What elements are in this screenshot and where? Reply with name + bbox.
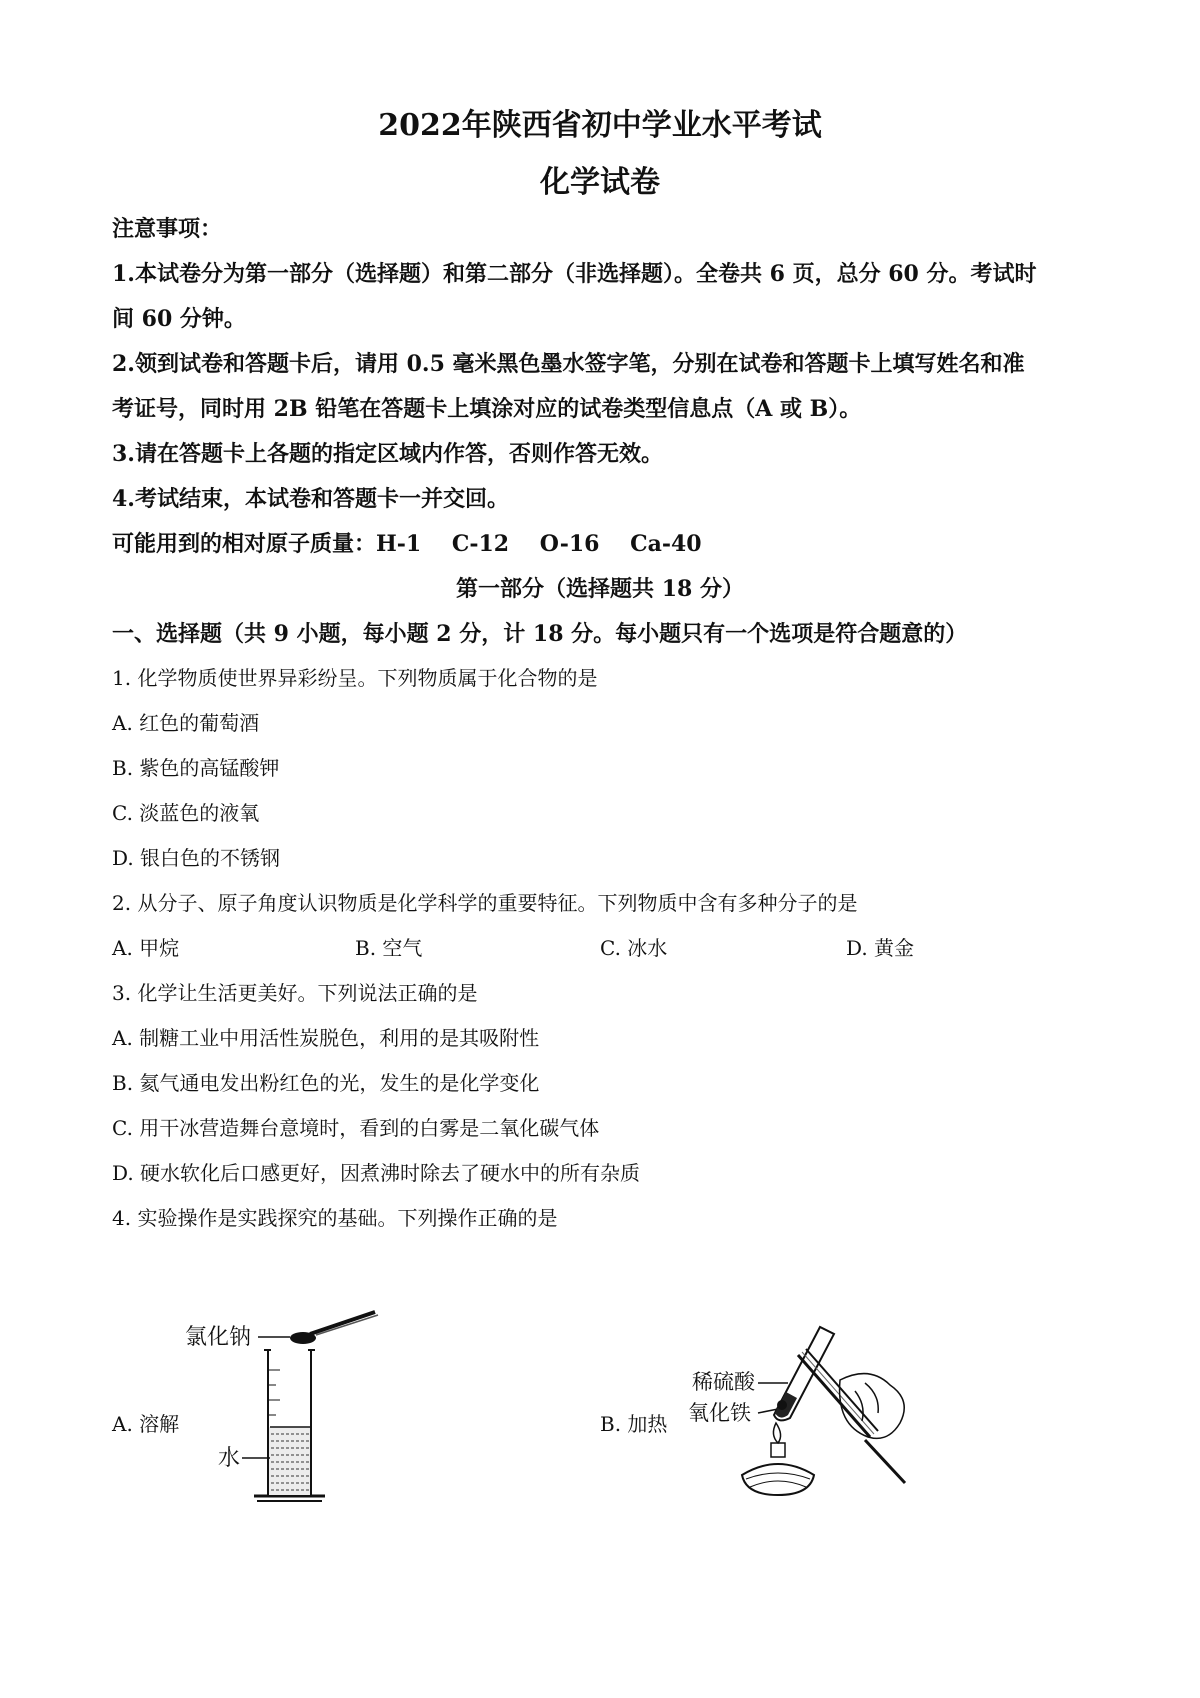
note-4: 4.考试结束，本试卷和答题卡一并交回。 — [112, 486, 509, 512]
q1-option-c: C. 淡蓝色的液氧 — [112, 801, 260, 825]
q2-option-c: C. 冰水 — [600, 936, 668, 960]
part1-heading: 第一部分（选择题共 18 分） — [456, 576, 744, 602]
fig-b-label-sulfuric-acid: 稀硫酸 — [692, 1370, 755, 1394]
q1-option-d: D. 银白色的不锈钢 — [112, 846, 281, 870]
q3-option-d: D. 硬水软化后口感更好，因煮沸时除去了硬水中的所有杂质 — [112, 1161, 641, 1185]
notes-heading: 注意事项： — [112, 216, 223, 242]
dissolve-figure — [170, 1310, 420, 1510]
q2-stem: 2. 从分子、原子角度认识物质是化学科学的重要特征。下列物质中含有多种分子的是 — [112, 891, 858, 915]
page-subtitle: 化学试卷 — [540, 165, 660, 200]
fig-b-label-iron-oxide: 氧化铁 — [688, 1401, 751, 1425]
q1-option-a: A. 红色的葡萄酒 — [112, 711, 260, 735]
note-1-line-2: 间 60 分钟。 — [112, 306, 246, 332]
q2-option-d: D. 黄金 — [846, 936, 915, 960]
q1-option-b: B. 紫色的高锰酸钾 — [112, 756, 280, 780]
atomic-mass-line: 可能用到的相对原子质量：H-1 C-12 O-16 Ca-40 — [112, 531, 702, 557]
note-3: 3.请在答题卡上各题的指定区域内作答，否则作答无效。 — [112, 441, 663, 467]
q3-option-a: A. 制糖工业中用活性炭脱色，利用的是其吸附性 — [112, 1026, 540, 1050]
note-2-line-1: 2.领到试卷和答题卡后，请用 0.5 毫米黑色墨水签字笔，分别在试卷和答题卡上填写姓名和准 — [112, 351, 1025, 377]
note-2-line-2: 考证号，同时用 2B 铅笔在答题卡上填涂对应的试卷类型信息点（A 或 B）。 — [112, 396, 862, 422]
graduated-cylinder-icon — [254, 1350, 325, 1501]
q3-option-c: C. 用干冰营造舞台意境时，看到的白雾是二氧化碳气体 — [112, 1116, 600, 1140]
fig-a-label-sodium-chloride: 氯化钠 — [185, 1325, 252, 1350]
page-title: 2022年陕西省初中学业水平考试 — [378, 108, 822, 143]
q3-option-b: B. 氦气通电发出粉红色的光，发生的是化学变化 — [112, 1071, 540, 1095]
section-heading: 一、选择题（共 9 小题，每小题 2 分，计 18 分。每小题只有一个选项是符合题意的） — [112, 621, 968, 647]
q4-option-b: B. 加热 — [600, 1412, 668, 1436]
q2-option-a: A. 甲烷 — [112, 936, 180, 960]
heating-figure — [680, 1325, 970, 1505]
q3-stem: 3. 化学让生活更美好。下列说法正确的是 — [112, 981, 478, 1005]
q4-option-a: A. 溶解 — [112, 1412, 180, 1436]
test-tube-icon — [774, 1327, 834, 1420]
alcohol-lamp-icon — [742, 1423, 814, 1495]
q1-stem: 1. 化学物质使世界异彩纷呈。下列物质属于化合物的是 — [112, 666, 598, 690]
note-1-line-1: 1.本试卷分为第一部分（选择题）和第二部分（非选择题）。全卷共 6 页，总分 60 分。考试时 — [112, 261, 1037, 287]
test-tube-holder-icon — [798, 1349, 905, 1483]
q2-option-b: B. 空气 — [355, 936, 423, 960]
q4-stem: 4. 实验操作是实践探究的基础。下列操作正确的是 — [112, 1206, 558, 1230]
fig-a-label-water: 水 — [218, 1446, 241, 1471]
